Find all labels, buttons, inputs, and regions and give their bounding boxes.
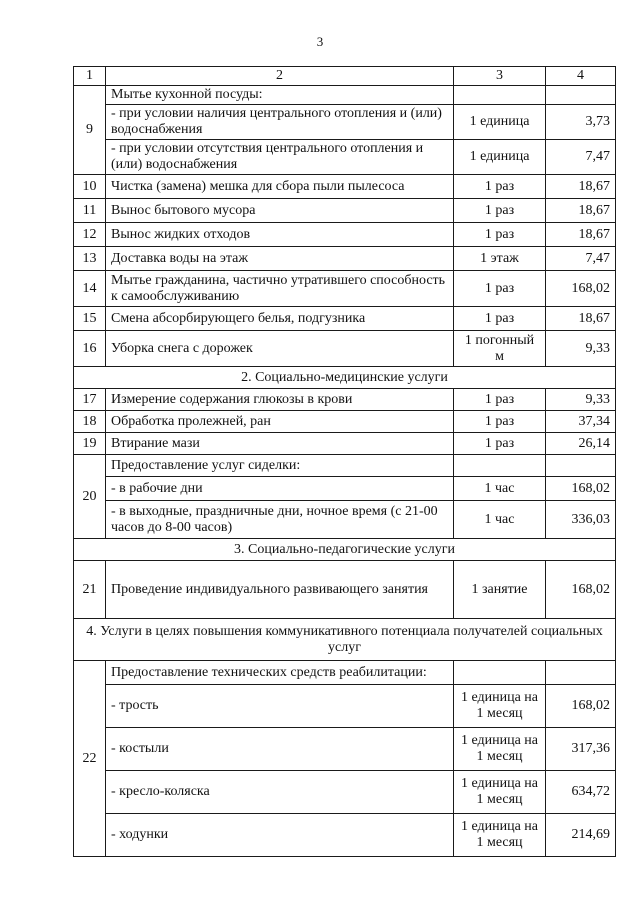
service-name: Уборка снега с дорожек [106, 331, 454, 367]
table-row [74, 411, 616, 433]
row-number: 22 [74, 661, 106, 857]
section-row [74, 367, 616, 389]
service-group-title: Мытье кухонной посуды: [106, 86, 454, 105]
price-cell [546, 455, 616, 477]
service-name: Вынос жидких отходов [106, 223, 454, 247]
section-row [74, 619, 616, 661]
tariff-table [73, 66, 616, 857]
service-name: - ходунки [106, 814, 454, 857]
service-group-title: Предоставление технических средств реабилитации: [106, 661, 454, 685]
service-name: - костыли [106, 728, 454, 771]
row-number: 16 [74, 331, 106, 367]
table-row [74, 728, 616, 771]
row-number: 12 [74, 223, 106, 247]
row-number: 9 [74, 86, 106, 175]
price-cell: 336,03 [546, 501, 616, 539]
price-cell [546, 86, 616, 105]
table-row [74, 477, 616, 501]
table-row [74, 455, 616, 477]
price-cell: 18,67 [546, 223, 616, 247]
service-name: Проведение индивидуального развивающего занятия [106, 561, 454, 619]
service-name: Доставка воды на этаж [106, 247, 454, 271]
header-col-1: 1 [74, 67, 106, 86]
price-cell: 168,02 [546, 685, 616, 728]
table-row [74, 175, 616, 199]
price-cell: 634,72 [546, 771, 616, 814]
price-cell: 18,67 [546, 199, 616, 223]
row-number: 15 [74, 307, 106, 331]
section-row [74, 539, 616, 561]
unit-cell: 1 единица [454, 105, 546, 140]
price-cell: 7,47 [546, 140, 616, 175]
row-number: 13 [74, 247, 106, 271]
price-cell: 317,36 [546, 728, 616, 771]
table-row [74, 223, 616, 247]
row-number: 19 [74, 433, 106, 455]
unit-cell: 1 раз [454, 433, 546, 455]
service-name: Смена абсорбирующего белья, подгузника [106, 307, 454, 331]
table-row [74, 247, 616, 271]
service-name: - кресло-коляска [106, 771, 454, 814]
unit-cell: 1 раз [454, 223, 546, 247]
page-number: 3 [316, 34, 324, 49]
unit-cell: 1 раз [454, 411, 546, 433]
table-row [74, 389, 616, 411]
price-cell: 9,33 [546, 331, 616, 367]
unit-cell: 1 раз [454, 307, 546, 331]
row-number: 14 [74, 271, 106, 307]
unit-cell [454, 86, 546, 105]
unit-cell: 1 единица на 1 месяц [454, 728, 546, 771]
price-cell: 168,02 [546, 477, 616, 501]
unit-cell: 1 единица на 1 месяц [454, 685, 546, 728]
service-name: - при условии отсутствия центрального отопления и (или) водоснабжения [106, 140, 454, 175]
table-row [74, 771, 616, 814]
row-number: 21 [74, 561, 106, 619]
table-row [74, 307, 616, 331]
table-row [74, 814, 616, 857]
price-cell: 7,47 [546, 247, 616, 271]
row-number: 10 [74, 175, 106, 199]
service-name: Мытье гражданина, частично утратившего способность к самообслуживанию [106, 271, 454, 307]
price-cell: 9,33 [546, 389, 616, 411]
price-cell: 168,02 [546, 271, 616, 307]
price-cell: 37,34 [546, 411, 616, 433]
price-cell: 168,02 [546, 561, 616, 619]
service-name: Обработка пролежней, ран [106, 411, 454, 433]
price-cell: 214,69 [546, 814, 616, 857]
table-row [74, 140, 616, 175]
section-heading: 3. Социально-педагогические услуги [74, 539, 616, 561]
section-heading: 4. Услуги в целях повышения коммуникативного потенциала получателей социальных услуг [74, 619, 616, 661]
unit-cell: 1 раз [454, 175, 546, 199]
header-col-3: 3 [454, 67, 546, 86]
service-name: Вынос бытового мусора [106, 199, 454, 223]
unit-cell: 1 раз [454, 199, 546, 223]
service-name: Измерение содержания глюкозы в крови [106, 389, 454, 411]
table-row [74, 86, 616, 105]
table-row [74, 271, 616, 307]
unit-cell: 1 час [454, 501, 546, 539]
price-cell: 3,73 [546, 105, 616, 140]
service-name: - трость [106, 685, 454, 728]
header-row [74, 67, 616, 86]
service-group-title: Предоставление услуг сиделки: [106, 455, 454, 477]
unit-cell: 1 раз [454, 389, 546, 411]
unit-cell [454, 661, 546, 685]
header-col-2: 2 [106, 67, 454, 86]
price-cell [546, 661, 616, 685]
price-cell: 26,14 [546, 433, 616, 455]
service-name: - при условии наличия центрального отопления и (или) водоснабжения [106, 105, 454, 140]
row-number: 17 [74, 389, 106, 411]
header-col-4: 4 [546, 67, 616, 86]
unit-cell: 1 этаж [454, 247, 546, 271]
unit-cell: 1 единица на 1 месяц [454, 814, 546, 857]
service-name: Втирание мази [106, 433, 454, 455]
row-number: 18 [74, 411, 106, 433]
table-row [74, 433, 616, 455]
unit-cell: 1 час [454, 477, 546, 501]
unit-cell: 1 единица на 1 месяц [454, 771, 546, 814]
table-row [74, 331, 616, 367]
unit-cell: 1 занятие [454, 561, 546, 619]
unit-cell: 1 погонный м [454, 331, 546, 367]
service-name: Чистка (замена) мешка для сбора пыли пылесоса [106, 175, 454, 199]
table-row [74, 561, 616, 619]
table-row [74, 661, 616, 685]
row-number: 11 [74, 199, 106, 223]
table-row [74, 501, 616, 539]
service-name: - в выходные, праздничные дни, ночное время (с 21-00 часов до 8-00 часов) [106, 501, 454, 539]
price-cell: 18,67 [546, 307, 616, 331]
service-name: - в рабочие дни [106, 477, 454, 501]
unit-cell: 1 единица [454, 140, 546, 175]
table-row [74, 105, 616, 140]
unit-cell [454, 455, 546, 477]
table-row [74, 685, 616, 728]
table-row [74, 199, 616, 223]
price-cell: 18,67 [546, 175, 616, 199]
row-number: 20 [74, 455, 106, 539]
unit-cell: 1 раз [454, 271, 546, 307]
section-heading: 2. Социально-медицинские услуги [74, 367, 616, 389]
